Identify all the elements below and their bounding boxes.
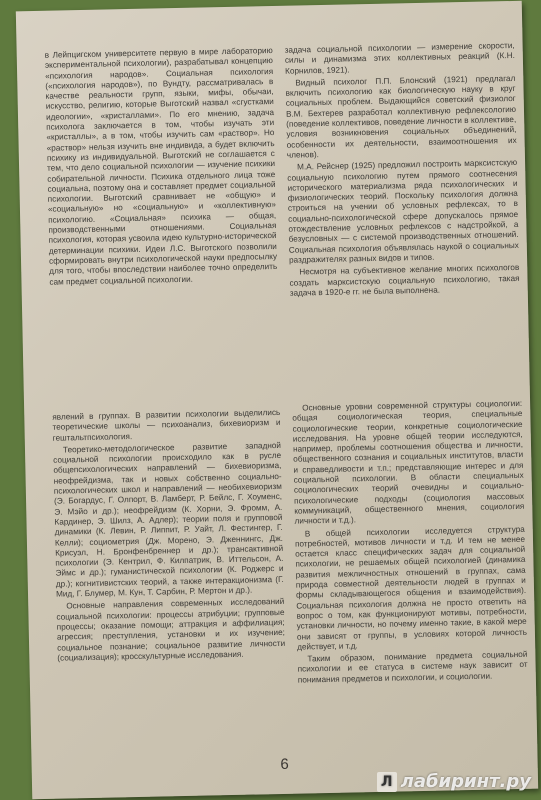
column-top-right xyxy=(285,41,520,301)
paragraph: Основные уровни современной структуры социологии: общая социологическая теория, специальные социологические теории, конкретные социологические исследования. На уровне общей теории исследуются, например, проблемы соотношения общества и личности, общественного сознания и социальных институтов, власти и справедливости и т.п.; представляющие интерес и для социальной психологии. В области специальных социологических теорий очевидны и социально-психологические подходы (социология массовых коммуникаций, общественного мнения, социология личности и т.д.). xyxy=(292,398,525,526)
page-number: 6 xyxy=(280,755,289,774)
paragraph: Несмотря на субъективное желание многих психологов создать марксистскую социальную психологию, такая задача в 1920-е гг. не была выполнена. xyxy=(289,263,520,298)
watermark-text: лабиринт.ру xyxy=(400,771,531,792)
column-top-left xyxy=(45,46,278,290)
paragraph: Основные направления современных исследований социальной психологии: процессы атрибуции; групповые процессы; оказание помощи; аттракция и аффилиация; агрессия; преступления, установки и их изучение; социальное познание; социальное развитие личности (социализация); кросскультурные исследования. xyxy=(56,597,286,663)
book-page xyxy=(16,1,538,799)
column-bottom-left xyxy=(52,408,285,666)
paragraph: В общей психологии исследуется структура потребностей, мотивов личности и т.д. И тем не менее остается класс специфических задач для социальной психологии, не решаемых общей психологией (динамика развития межличностных отношений в группах, сама природа совместной деятельности людей в группах и формы складывающегося общения и взаимодействия). Социальная психология должна не просто ответить на вопрос о том, как функционируют мотивы, потребности, установки личности, но почему именно такие, в какой мере они зависят от группы, в условиях которой личность действует, и т.д. xyxy=(294,524,528,652)
paragraph: Теоретико-методологическое развитие западной социальной психологии происходило как в русле общепсихологических направлений — бихевиоризма, неофрейдизма, так и новых собственно социально-психологических школ и направлений — необихевиоризм (Э. Богардус, Г. Олпорт, В. Ламберт, Р. Бейлс, Г. Хоуменс, Э. Мэйо и др.); неофрейдизм (К. Хорни, Э. Фромм, А. Кардинер, Э. Шилз, А. Адлер); теории поля и групповой динамики (К. Левин, Р. Липпит, Р. Уайт, Л. Фестингер, Г. Келли); социометрия (Дж. Морено, Э. Дженнингс, Дж. Крисуэл, Н. Бронфенбреннер и др.); трансактивной психологии (Э. Кентрил, Ф. Килпатрик, В. Иттельсон, А. Эймс и др.); гуманистической психологии (К. Роджерс и др.); когнитивистских теорий, а также интеракционизма (Г. Мид, Г. Блумер, М. Кун, Т. Сарбин, Р. Мертон и др.). xyxy=(53,440,284,599)
paragraph: Таким образом, понимание предмета социальной психологии и ее статуса в системе наук зависит от понимания предметов и психологии, и социологии. xyxy=(297,649,528,685)
column-bottom-right xyxy=(292,399,528,688)
watermark-logo-icon: Л xyxy=(377,772,397,792)
paragraph: задача социальной психологии — измерение скорости, силы и динамизма этих коллективных реакций (К.Н. Корнилов, 1921). xyxy=(284,40,515,76)
paragraph: явлений в группах. В развитии психологии выделились теоретические школы — психоанализ, бихевиоризм и гештальтпсихология. xyxy=(52,407,281,443)
watermark xyxy=(377,771,531,792)
paragraph: в Лейпцигском университете первую в мире лабораторию экспериментальной психологии), разрабатывал концепцию «психология народов». Социальная психология («психология народов»), по Вундту, рассматривалась в качестве реальности групп, языки, мифы, обычаи, искусство, религию, которые Выготский назвал «сгустками идеологии», «кристаллами». По его мнению, задача психолога заключается в том, чтобы изучать эти «кристаллы», а в том, чтобы изучить сам «раствор». Но «раствор» нельзя изучить вне индивида, а будет включить психику из индивидуальной. Выготский не соглашается с тем, что дело социальной психологии — изучение психики собирательной личности. Психика отдельного лица тоже социальна, поэтому она и составляет предмет социальной психологии. Выготский сравнивает не «общую» и «социальную» но «социальную» и «коллективную» психологию. «Социальная» психика — общая, производственными отношениями. Социальная психология, которая усвоила идею культурно-исторической детерминации психики. Идеи Л.С. Выготского позволили сформировать внутри психологической науки предпосылку для того, чтобы впоследствии наиболее точно определить сам предмет социальной психологии. xyxy=(44,46,278,287)
paragraph: М.А. Рейснер (1925) предложил построить марксистскую социальную психологию путем прямого соотнесения исторического материализма ряда психологических и физиологических теорий. Поскольку психология должна строиться на учении об условных рефлексах, то в социально-психологической сфере допускалось прямое отождествление условных рефлексов с надстройкой, а безусловных — с системой производственных отношений. Социальная психология объявлялась наукой о социальных раздражителях разных видов и типов. xyxy=(287,158,519,265)
paragraph: Видный психолог П.П. Блонский (1921) предлагал включить психологию как биологическую науку в круг социальных проблем. Выдающийся советский физиолог В.М. Бехтерев разработал коллективную рефлексологию (поведение коллективов, поведение личности в коллективе, условия возникновения социальных объединений, особенности их деятельности, взаимоотношения их членов). xyxy=(285,73,517,160)
